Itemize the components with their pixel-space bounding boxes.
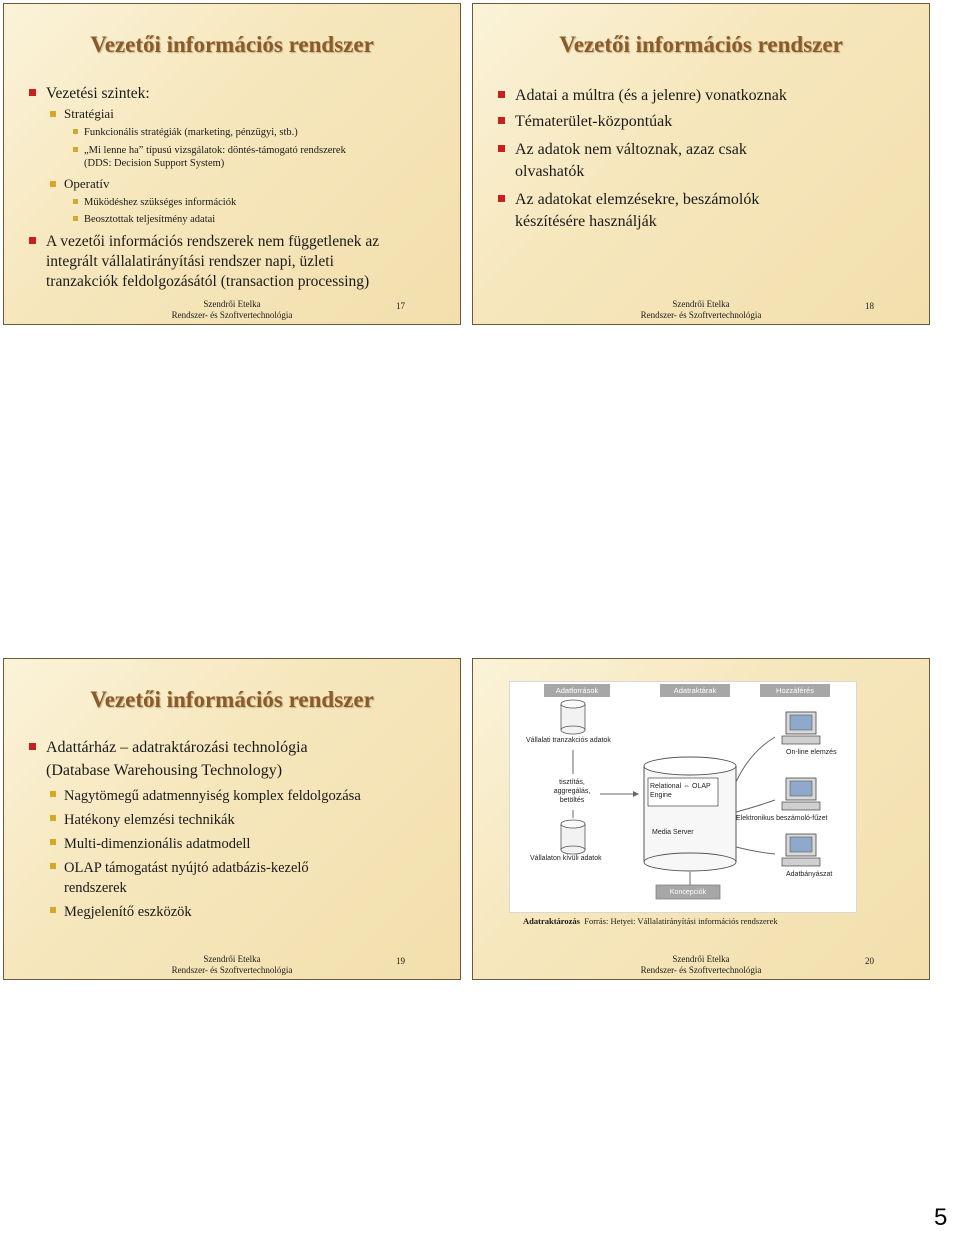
- bullet: Beosztottak teljesítmény adatai: [84, 213, 215, 226]
- bullet-square-icon: [50, 907, 56, 913]
- bullet: Hatékony elemzési technikák: [64, 811, 235, 829]
- bullet-square-icon: [50, 111, 56, 117]
- olap-engine-cylinder: [644, 757, 736, 871]
- bullet: Az adatok nem változnak, azaz csak: [515, 140, 747, 159]
- header-warehouses: Adatraktárak: [660, 684, 730, 697]
- bullet: Az adatokat elemzésekre, beszámolók: [515, 190, 759, 209]
- bullet-square-icon: [50, 863, 56, 869]
- bullet-square-icon: [73, 147, 78, 152]
- footer-author: Szendrői Etelka: [203, 299, 261, 309]
- footer-author: Szendrői Etelka: [672, 299, 730, 309]
- bullet-square-icon: [73, 216, 78, 221]
- page-number: 5: [934, 1204, 948, 1231]
- slide-title: Vezetői információs rendszer: [559, 32, 843, 57]
- slide-18: [472, 3, 930, 325]
- bullet: Adatai a múltra (és a jelenre) vonatkoznak: [515, 86, 787, 105]
- bullet-continuation: (DDS: Decision Support System): [84, 158, 225, 169]
- bullet-square-icon: [50, 839, 56, 845]
- slide-footer: [4, 294, 460, 324]
- bullet: Vezetési szintek:: [46, 84, 150, 103]
- slide-number: 20: [865, 956, 874, 966]
- label-engine: Relational ⇔ OLAP Engine: [650, 783, 711, 799]
- bullet-square-icon: [29, 743, 36, 750]
- bullet-square-icon: [50, 181, 56, 187]
- figure-caption: Adatraktározás Forrás: Hetyei: Vállalatirányítási információs rendszerek: [523, 916, 778, 926]
- slide-20: [472, 658, 930, 980]
- bullet: Multi-dimenzionális adatmodell: [64, 835, 250, 853]
- label-concepts: Koncepciók: [669, 889, 707, 896]
- label-source-2: Vállalaton kívüli adatok: [530, 855, 602, 862]
- label-media-server: Media Server: [652, 829, 694, 836]
- slide-footer: [4, 949, 460, 979]
- bullet-continuation: (Database Warehousing Technology): [46, 762, 283, 779]
- slide-number: 18: [865, 301, 874, 311]
- bullet: Nagytömegű adatmennyiség komplex feldolgozása: [64, 787, 361, 805]
- bullet: Stratégiai: [64, 106, 114, 122]
- database-icon-1: [561, 700, 585, 734]
- slide-footer: [473, 949, 929, 979]
- computer-icon-1: [782, 712, 820, 744]
- bullet: „Mi lenne ha” típusú vizsgálatok: döntés-támogató rendszerek: [84, 144, 346, 157]
- bullet: Megjelenítő eszközök: [64, 903, 192, 921]
- slide-title: Vezetői információs rendszer: [90, 32, 374, 57]
- database-icon-2: [561, 820, 585, 854]
- label-access-3: Adatbányászat: [786, 871, 833, 878]
- bullet-continuation: készítésére használják: [515, 213, 657, 230]
- bullet: Működéshez szükséges információk: [84, 196, 236, 209]
- label-processing: tisztítás, aggregálás, betöltés: [553, 779, 591, 804]
- footer-author: Szendrői Etelka: [203, 954, 261, 964]
- slide-19: [3, 658, 461, 980]
- slide-footer: [473, 294, 929, 324]
- slide-17: [3, 3, 461, 325]
- label-access-2: Elektronikus beszámoló-fűzet: [736, 815, 828, 822]
- slide-number: 19: [396, 956, 405, 966]
- bullet-continuation: tranzakciók feldolgozásától (transaction processing): [46, 273, 370, 290]
- bullet-square-icon: [498, 145, 505, 152]
- bullet: Adattárház – adatraktározási technológia: [46, 738, 308, 757]
- bullet-continuation: integrált vállalatirányítási rendszer napi, üzleti: [46, 253, 334, 270]
- bullet-square-icon: [29, 89, 36, 96]
- bullet-continuation: olvashatók: [515, 163, 585, 180]
- computer-icon-2: [782, 778, 820, 810]
- label-source-1: Vállalati tranzakciós adatok: [526, 737, 611, 744]
- footer-author: Szendrői Etelka: [672, 954, 730, 964]
- bullet-square-icon: [73, 129, 78, 134]
- footer-dept: Rendszer- és Szoftvertechnológia: [171, 310, 293, 320]
- slide-title: Vezetői információs rendszer: [90, 687, 374, 712]
- bullet-square-icon: [50, 791, 56, 797]
- footer-dept: Rendszer- és Szoftvertechnológia: [640, 965, 762, 975]
- bullet-square-icon: [498, 91, 505, 98]
- header-sources: Adatforrások: [544, 684, 610, 697]
- header-access: Hozzáférés: [760, 684, 830, 697]
- data-warehouse-diagram: [509, 681, 857, 913]
- bullet-square-icon: [50, 815, 56, 821]
- bullet: Operatív: [64, 176, 109, 192]
- bullet: A vezetői információs rendszerek nem függetlenek az: [46, 232, 379, 251]
- bullet-square-icon: [29, 237, 36, 244]
- footer-dept: Rendszer- és Szoftvertechnológia: [640, 310, 762, 320]
- bullet: Funkcionális stratégiák (marketing, pénzügyi, stb.): [84, 126, 298, 139]
- label-access-1: On-line elemzés: [786, 749, 837, 756]
- slide-number: 17: [396, 301, 405, 311]
- bullet-continuation: rendszerek: [64, 880, 127, 896]
- computer-icon-3: [782, 834, 820, 866]
- bullet-square-icon: [73, 199, 78, 204]
- bullet: Tématerület-központúak: [515, 112, 672, 131]
- bullet-square-icon: [498, 195, 505, 202]
- bullet: OLAP támogatást nyújtó adatbázis-kezelő: [64, 859, 309, 877]
- footer-dept: Rendszer- és Szoftvertechnológia: [171, 965, 293, 975]
- bullet-square-icon: [498, 117, 505, 124]
